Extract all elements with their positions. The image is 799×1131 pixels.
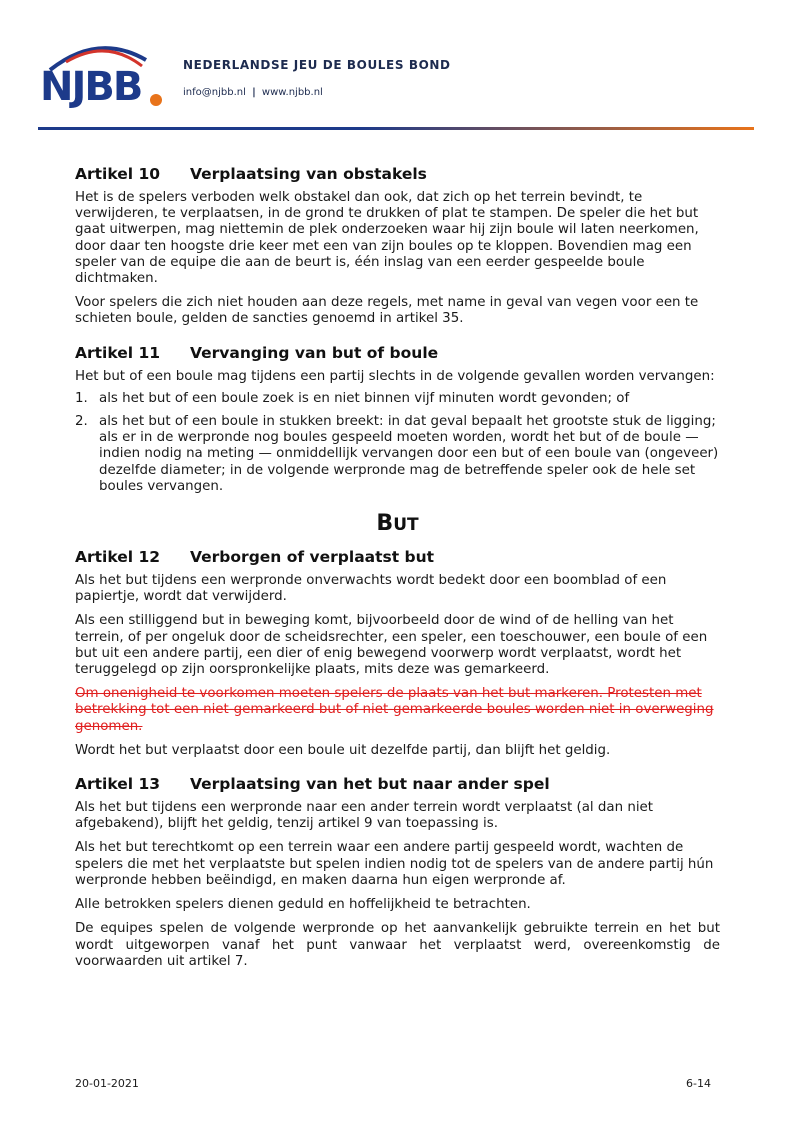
org-name: NEDERLANDSE JEU DE BOULES BOND bbox=[183, 58, 451, 72]
njbb-logo bbox=[38, 40, 168, 108]
article-title: Verborgen of verplaatst but bbox=[190, 548, 435, 567]
article-13-paragraph-1: Als het but tijdens een werpronde naar een ander terrein wordt verplaatst (al dan niet afgebakend), blijft het geldig, tenzij artikel 9 van toepassing is. bbox=[75, 800, 654, 832]
section-title-rest: UT bbox=[393, 515, 419, 536]
list-item bbox=[75, 391, 720, 407]
list-item bbox=[75, 414, 720, 495]
article-number: Artikel 12 bbox=[75, 548, 161, 567]
org-contact bbox=[183, 87, 323, 98]
article-12-paragraph-1: Als het but tijdens een werpronde onverwachts wordt bedekt door een boomblad of een papiertje, wordt dat verwijderd. bbox=[75, 573, 667, 605]
list-item-text: als het but of een boule zoek is en niet binnen vijf minuten wordt gevonden; of bbox=[99, 390, 630, 406]
email-link[interactable]: info@njbb.nl bbox=[183, 87, 246, 98]
article-10-paragraph-1: Het is de spelers verboden welk obstakel dan ook, dat zich op het terrein bevindt, te verwijderen, te verplaatsen, in de grond te drukken of plat te stampen. De speler die het but gaat uitwerpen, mag niettemin de plek onderzoeken waar hij zijn boule wil laten neerkomen, door daar ten hoogste drie keer met een van zijn boules op te kloppen. Bovendien mag een speler van de equipe die aan de beurt is, één inslag van een eerder gespeelde boule dichtmaken. bbox=[75, 190, 699, 287]
footer-date: 20-01-2021 bbox=[75, 1077, 139, 1090]
article-12-heading bbox=[75, 548, 720, 566]
article-number: Artikel 10 bbox=[75, 165, 161, 183]
article-title: Verplaatsing van obstakels bbox=[190, 165, 427, 183]
article-13-paragraph-3: Alle betrokken spelers dienen geduld en hoffelijkheid te betrachten. bbox=[75, 897, 531, 913]
article-12-struck-paragraph: Om onenigheid te voorkomen moeten spelers de plaats van het but markeren. Protesten met betrekking tot een niet-gemarkeerd but of niet-gemarkeerde boules worden niet in overweging genomen. bbox=[75, 686, 714, 734]
article-11-intro: Het but of een boule mag tijdens een partij slechts in de volgende gevallen worden vervangen: bbox=[75, 368, 715, 384]
header-rule bbox=[38, 127, 754, 130]
article-11-heading bbox=[75, 344, 720, 362]
article-11-list bbox=[75, 391, 720, 495]
article-10-paragraph-2: Voor spelers die zich niet houden aan deze regels, met name in geval van vegen voor een te schieten boule, gelden de sancties genoemd in artikel 35. bbox=[75, 295, 699, 327]
document-body bbox=[75, 165, 720, 970]
list-item-text: als het but of een boule in stukken breekt: in dat geval bepaalt het grootste stuk de ligging; als er in de werpronde nog boules gespeeld moeten worden, wordt het but of de boule — indien nodig na meting — onmiddellijk vervangen door een but of een boule van (ongeveer) dezelfde diameter; in de volgende werpronde mag de betreffende speler ook de hele set boules vervangen. bbox=[99, 414, 719, 494]
contact-separator: | bbox=[252, 87, 256, 98]
section-title-but bbox=[75, 511, 720, 536]
article-title: Vervanging van but of boule bbox=[190, 343, 439, 362]
footer-page-number: 6-14 bbox=[686, 1077, 711, 1090]
article-12-paragraph-2: Als een stilliggend but in beweging komt, bijvoorbeeld door de wind of de helling van het terrein, of per ongeluk door de scheidsrechter, een speler, een toeschouwer, een boule of een but uit een andere partij, een dier of enig bewegend voorwerp wordt verplaatst, wordt het teruggelegd op zijn oorspronkelijke plaats, mits deze was gemarkeerd. bbox=[75, 613, 708, 678]
website-link[interactable]: www.njbb.nl bbox=[261, 87, 323, 98]
article-number: Artikel 13 bbox=[75, 775, 161, 794]
article-10-heading bbox=[75, 165, 720, 183]
article-13-paragraph-4: De equipes spelen de volgende werpronde op het aanvankelijk gebruikte terrein en het but wordt uitgeworpen vanaf het punt vanwaar het verplaatst werd, overeenkomstig de voorwaarden uit artikel 7. bbox=[75, 921, 720, 969]
article-13-heading bbox=[75, 775, 720, 793]
logo-text: NJBB bbox=[40, 64, 142, 108]
page-header bbox=[0, 0, 799, 135]
list-marker: 1. bbox=[75, 390, 88, 406]
article-title: Verplaatsing van het but naar ander spel bbox=[190, 775, 550, 794]
article-12-paragraph-4: Wordt het but verplaatst door een boule uit dezelfde partij, dan blijft het geldig. bbox=[75, 742, 611, 758]
article-number: Artikel 11 bbox=[75, 343, 161, 362]
list-marker: 2. bbox=[75, 414, 88, 430]
section-title-initial: B bbox=[376, 511, 394, 537]
article-13-paragraph-2: Als het but terechtkomt op een terrein waar een andere partij gespeeld wordt, wachten de spelers die met het verplaatste but spelen indien nodig tot de spelers van de andere partij hún werpronde hebben beëindigd, en maken daarna hun eigen werpronde af. bbox=[75, 840, 714, 888]
